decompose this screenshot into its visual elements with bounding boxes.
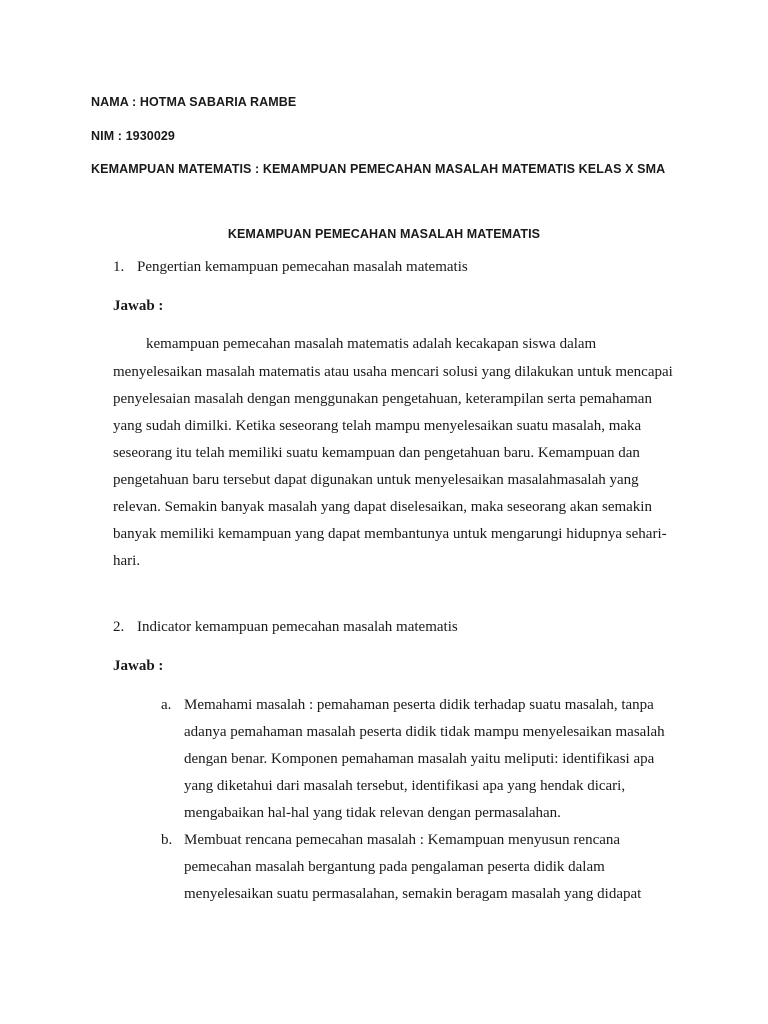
list-item-line: mengabaikan hal-hal yang tidak relevan dengan permasalahan. [184, 805, 561, 821]
list-item-line: yang diketahui dari masalah tersebut, identifikasi apa yang hendak dicari, [184, 778, 626, 794]
paragraph-line: menyelesaikan masalah matematis atau usaha mencari solusi yang dilakukan untuk mencapai [113, 364, 673, 380]
paragraph-line: banyak memiliki kemampuan yang dapat membantunya untuk mengarungi hidupnya sehari- [113, 526, 667, 542]
student-nim: NIM : 1930029 [91, 129, 175, 143]
q1-number: 1. [113, 259, 125, 275]
paragraph-line: hari. [113, 553, 141, 569]
list-item-line: pemecahan masalah bergantung pada pengalaman peserta didik dalam [184, 859, 605, 875]
document-title: KEMAMPUAN PEMECAHAN MASALAH MATEMATIS [227, 227, 541, 241]
q1-answer-label: Jawab : [113, 298, 164, 314]
q2-number: 2. [113, 619, 125, 635]
paragraph-line: seseorang itu telah memiliki suatu kemampuan dan pengetahuan baru. Kemampuan dan [113, 445, 640, 461]
list-marker: b. [161, 832, 173, 848]
paragraph-line: kemampuan pemecahan masalah matematis adalah kecakapan siswa dalam [146, 336, 597, 352]
q2-answer-label: Jawab : [113, 658, 164, 674]
paragraph-line: penyelesaian masalah dengan menggunakan pengetahuan, keterampilan serta pemahaman [113, 391, 652, 407]
q2-question: Indicator kemampuan pemecahan masalah matematis [137, 619, 458, 635]
topic-line: KEMAMPUAN MATEMATIS : KEMAMPUAN PEMECAHAN MASALAH MATEMATIS KELAS X SMA [91, 162, 666, 176]
list-item-line: Membuat rencana pemecahan masalah : Kemampuan menyusun rencana [184, 832, 621, 848]
paragraph-line: pengetahuan baru tersebut dapat digunakan untuk menyelesaikan masalahmasalah yang [113, 472, 639, 488]
q1-question: Pengertian kemampuan pemecahan masalah matematis [137, 259, 468, 275]
list-item-line: Memahami masalah : pemahaman peserta didik terhadap suatu masalah, tanpa [184, 697, 654, 713]
list-item-line: dengan benar. Komponen pemahaman masalah yaitu meliputi: identifikasi apa [184, 751, 655, 767]
student-name: NAMA : HOTMA SABARIA RAMBE [91, 95, 297, 109]
list-item-line: menyelesaikan suatu permasalahan, semakin beragam masalah yang didapat [184, 886, 642, 902]
paragraph-line: yang sudah dimilki. Ketika seseorang telah mampu menyelesaikan suatu masalah, maka [113, 418, 642, 434]
paragraph-line: relevan. Semakin banyak masalah yang dapat diselesaikan, maka seseorang akan semakin [113, 499, 652, 515]
list-item-line: adanya pemahaman masalah peserta didik tidak mampu menyelesaikan masalah [184, 724, 665, 740]
list-marker: a. [161, 697, 172, 713]
